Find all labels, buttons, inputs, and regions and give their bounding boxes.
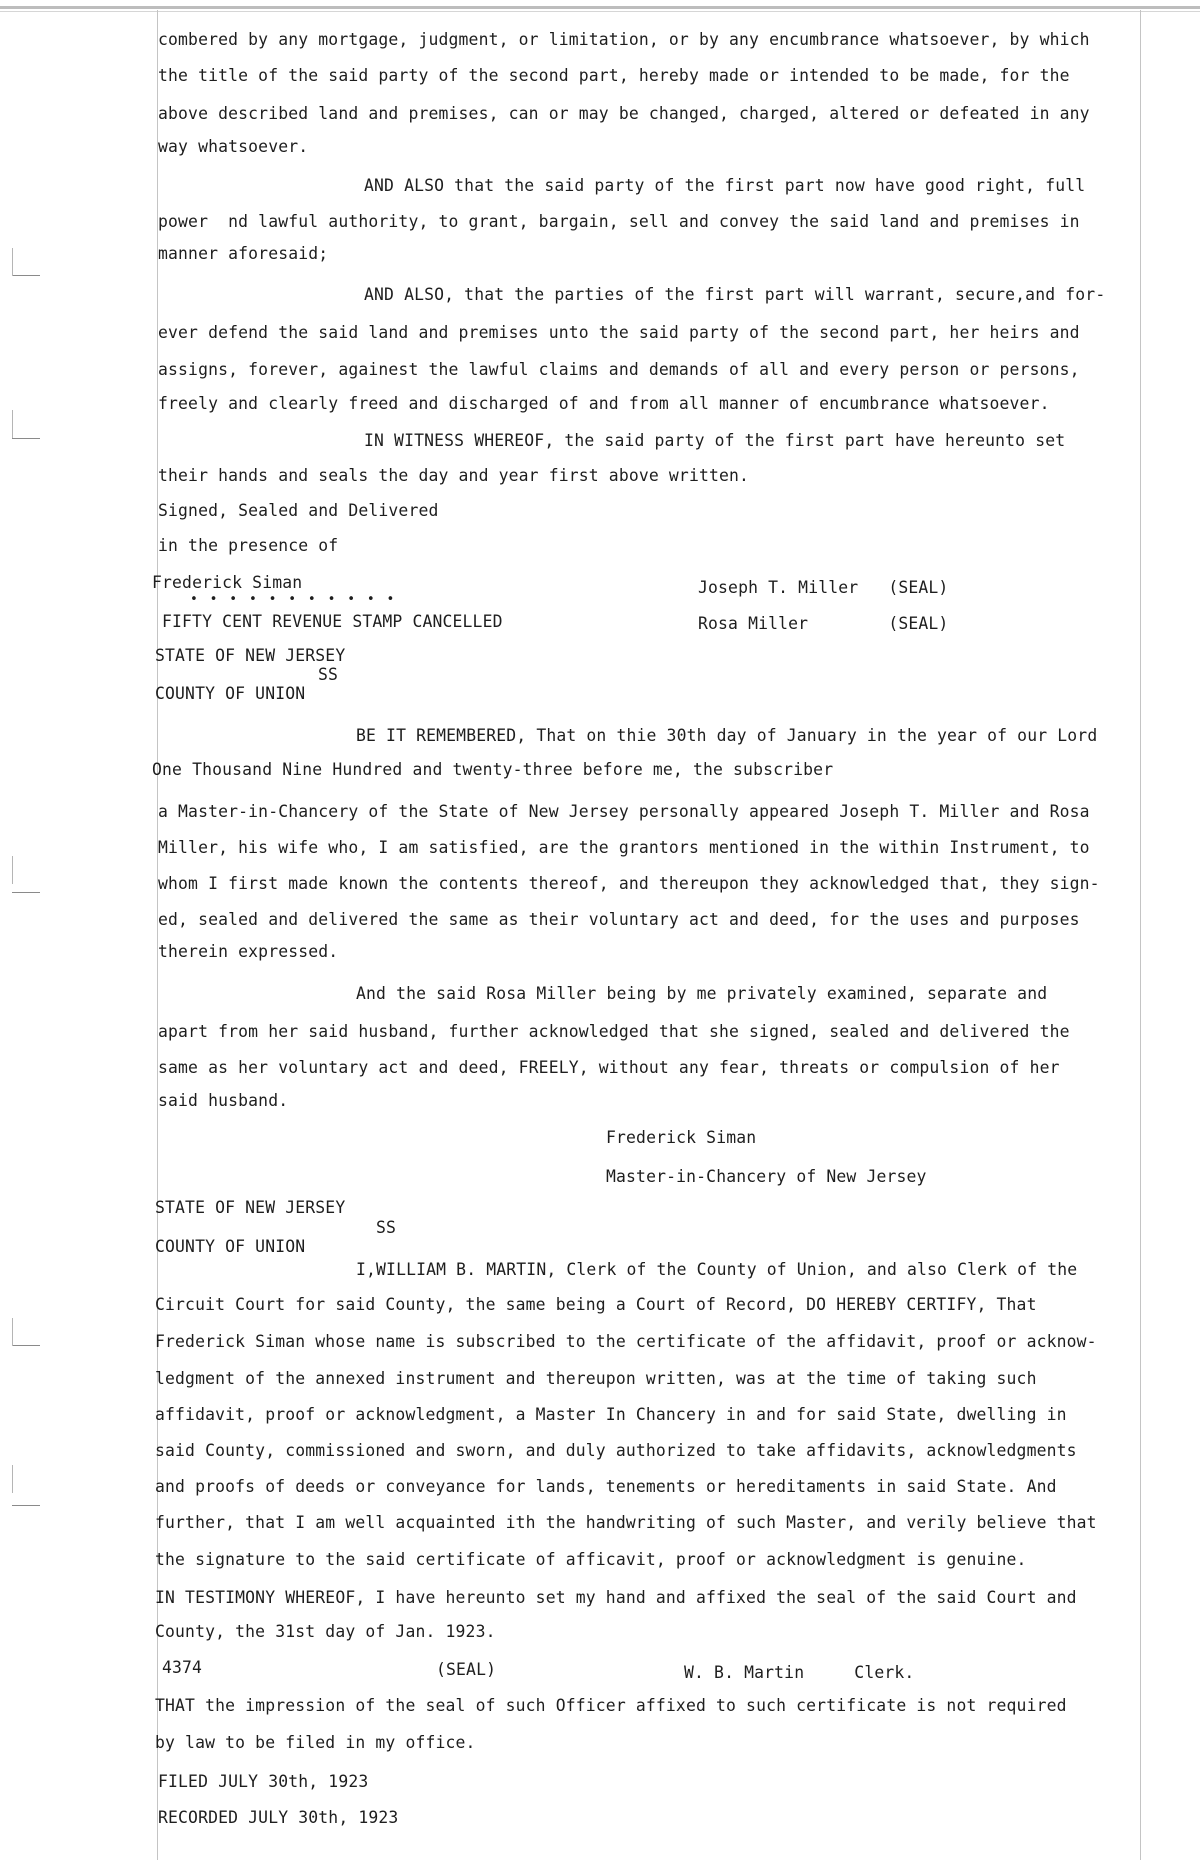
text-line: said County, commissioned and sworn, and duly authorized to take affidavits, acknowledgments: [155, 1441, 1077, 1460]
margin-tick: [12, 410, 13, 438]
text-line: said husband.: [158, 1091, 289, 1110]
text-line: freely and clearly freed and discharged of and from all manner of encumbrance whatsoever.: [158, 394, 1050, 413]
text-line: the signature to the said certificate of afficavit, proof or acknowledgment is genuine.: [155, 1550, 1027, 1569]
text-line: One Thousand Nine Hundred and twenty-three before me, the subscriber: [152, 760, 834, 779]
text-line: THAT the impression of the seal of such Officer affixed to such certificate is not required: [155, 1696, 1067, 1715]
witness-signature: Frederick Siman: [152, 573, 303, 592]
venue-ss: SS: [376, 1218, 397, 1237]
text-line: above described land and premises, can or may be changed, charged, altered or defeated in any: [158, 104, 1090, 123]
grantor-signature-rosa: Rosa Miller (SEAL): [698, 614, 949, 633]
text-line: Frederick Siman whose name is subscribed to the certificate of the affidavit, proof or acknow-: [155, 1332, 1097, 1351]
master-signature: Frederick Siman: [606, 1128, 757, 1147]
margin-tick: [12, 248, 13, 276]
margin-mark: [12, 275, 40, 276]
margin-tick: [12, 1318, 13, 1346]
record-number: 4374: [162, 1658, 203, 1677]
text-line: I,WILLIAM B. MARTIN, Clerk of the County of Union, and also Clerk of the: [356, 1260, 1078, 1279]
text-line: Miller, his wife who, I am satisfied, are the grantors mentioned in the within Instrument, to: [158, 838, 1090, 857]
text-line: by law to be filed in my office.: [155, 1733, 476, 1752]
text-line: further, that I am well acquainted ith the handwriting of such Master, and verily believe that: [155, 1513, 1097, 1532]
text-line: their hands and seals the day and year first above written.: [158, 466, 750, 485]
clerk-signature: W. B. Martin Clerk.: [684, 1663, 915, 1682]
text-line: ed, sealed and delivered the same as their voluntary act and deed, for the uses and purposes: [158, 910, 1080, 929]
margin-mark: [12, 438, 40, 439]
presence-line: in the presence of: [158, 536, 339, 555]
text-line: whom I first made known the contents thereof, and thereupon they acknowledged that, they sign-: [158, 874, 1100, 893]
top-border-rule-secondary: [0, 11, 1200, 12]
revenue-stamp-note: FIFTY CENT REVENUE STAMP CANCELLED: [162, 612, 503, 631]
clerk-seal: (SEAL): [436, 1660, 497, 1679]
margin-tick: [12, 856, 13, 884]
text-line: IN TESTIMONY WHEREOF, I have hereunto set my hand and affixed the seal of the said Court and: [155, 1588, 1077, 1607]
text-line: ever defend the said land and premises unto the said party of the second part, her heirs and: [158, 323, 1080, 342]
filed-date: FILED JULY 30th, 1923: [158, 1772, 369, 1791]
text-line: power nd lawful authority, to grant, bargain, sell and convey the said land and premises in: [158, 212, 1080, 231]
signed-sealed-line: Signed, Sealed and Delivered: [158, 501, 439, 520]
venue-ss: SS: [318, 665, 339, 684]
text-line: And the said Rosa Miller being by me privately examined, separate and: [356, 984, 1048, 1003]
right-margin-line: [1140, 10, 1141, 1860]
text-line: BE IT REMEMBERED, That on thie 30th day of January in the year of our Lord: [356, 726, 1098, 745]
text-line: combered by any mortgage, judgment, or limitation, or by any encumbrance whatsoever, by which: [158, 30, 1090, 49]
venue-state: STATE OF NEW JERSEY: [155, 1198, 346, 1217]
margin-mark: [12, 1505, 40, 1506]
text-line: manner aforesaid;: [158, 244, 329, 263]
text-line: AND ALSO, that the parties of the first part will warrant, secure,and for-: [364, 285, 1106, 304]
recorded-date: RECORDED JULY 30th, 1923: [158, 1808, 399, 1827]
text-line: therein expressed.: [158, 942, 339, 961]
text-line: and proofs of deeds or conveyance for lands, tenements or hereditaments in said State. And: [155, 1477, 1057, 1496]
text-line: a Master-in-Chancery of the State of New Jersey personally appeared Joseph T. Miller and Rosa: [158, 802, 1090, 821]
text-line: AND ALSO that the said party of the first part now have good right, full: [364, 176, 1086, 195]
margin-tick: [12, 1465, 13, 1493]
text-line: Circuit Court for said County, the same being a Court of Record, DO HEREBY CERTIFY, That: [155, 1295, 1037, 1314]
margin-mark: [12, 1345, 40, 1346]
master-title: Master-in-Chancery of New Jersey: [606, 1167, 927, 1186]
text-line: apart from her said husband, further acknowledged that she signed, sealed and delivered the: [158, 1022, 1070, 1041]
grantor-signature-joseph: Joseph T. Miller (SEAL): [698, 578, 949, 597]
venue-county: COUNTY OF UNION: [155, 1237, 306, 1256]
venue-county: COUNTY OF UNION: [155, 684, 306, 703]
top-border-rule: [0, 6, 1200, 9]
text-line: IN WITNESS WHEREOF, the said party of the first part have hereunto set: [364, 431, 1066, 450]
text-line: ledgment of the annexed instrument and thereupon written, was at the time of taking such: [155, 1369, 1037, 1388]
text-line: assigns, forever, againest the lawful claims and demands of all and every person or persons,: [158, 360, 1080, 379]
venue-state: STATE OF NEW JERSEY: [155, 646, 346, 665]
margin-mark: [12, 892, 40, 893]
left-margin-line: [157, 10, 158, 1860]
signature-dots: • • • • • • • • • • •: [190, 592, 397, 607]
text-line: affidavit, proof or acknowledgment, a Master In Chancery in and for said State, dwelling in: [155, 1405, 1067, 1424]
text-line: way whatsoever.: [158, 137, 309, 156]
text-line: County, the 31st day of Jan. 1923.: [155, 1622, 496, 1641]
text-line: the title of the said party of the second part, hereby made or intended to be made, for the: [158, 66, 1070, 85]
text-line: same as her voluntary act and deed, FREELY, without any fear, threats or compulsion of her: [158, 1058, 1060, 1077]
